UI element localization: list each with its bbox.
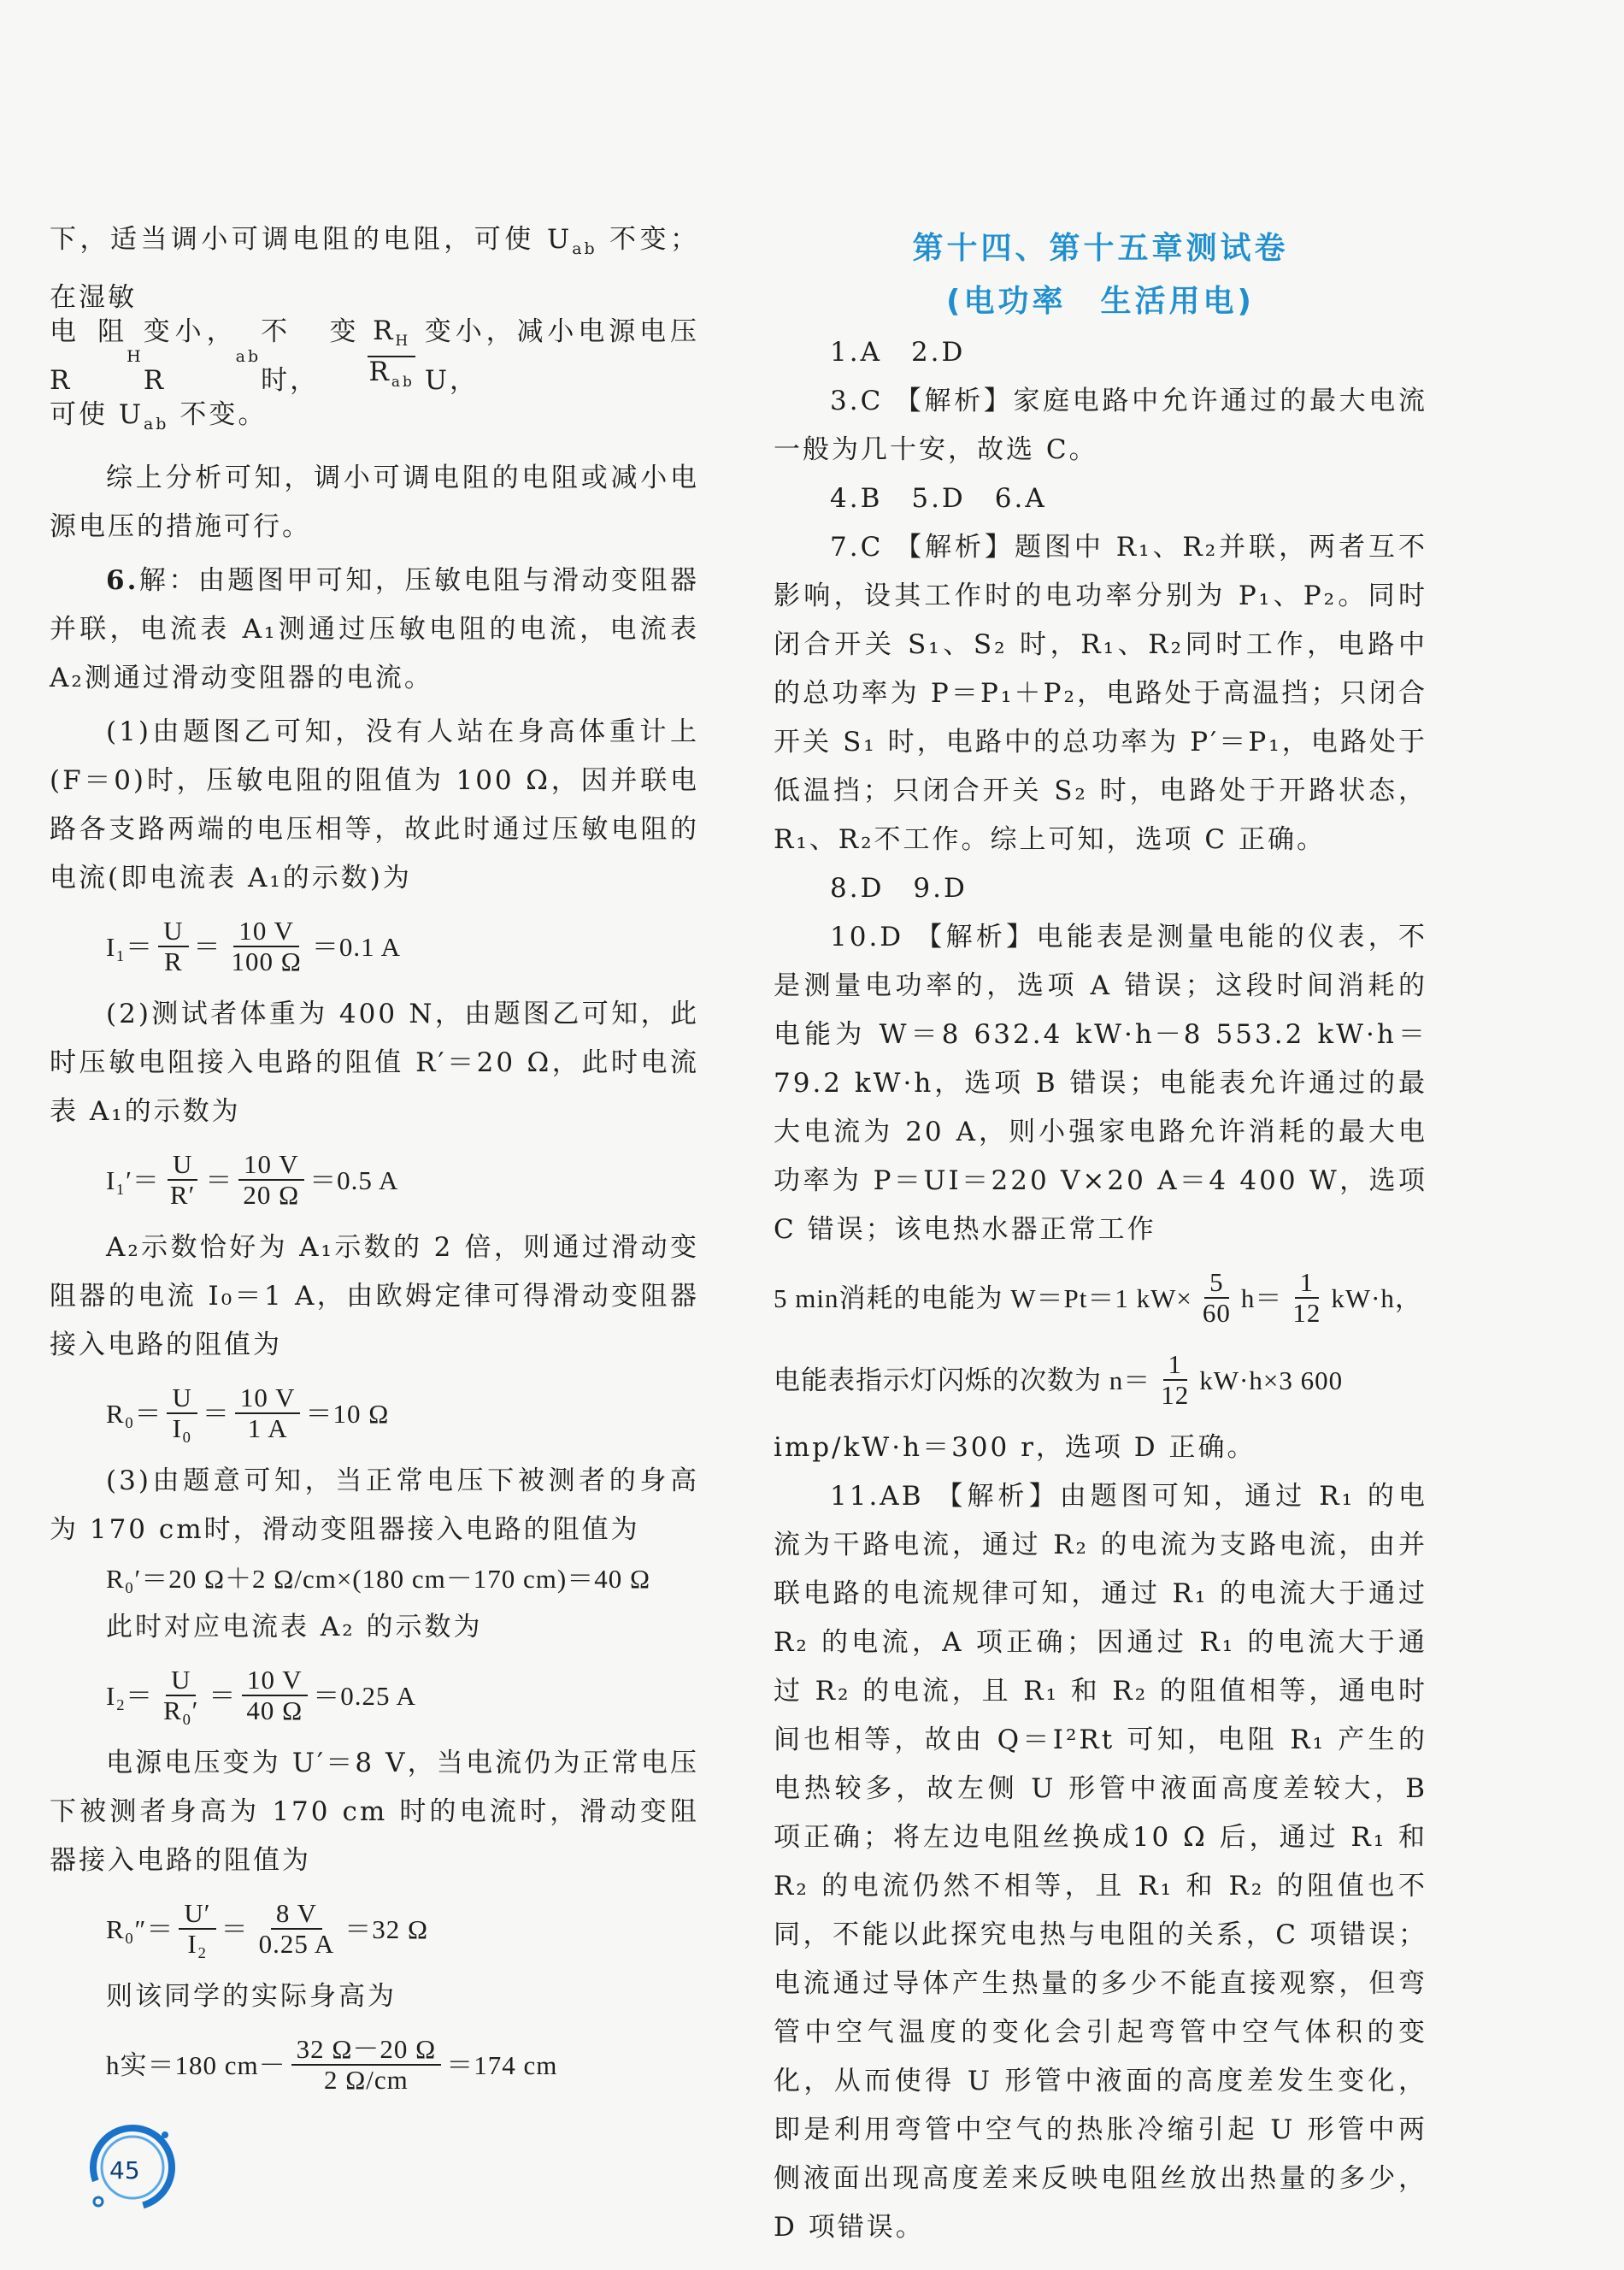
formula-r0-prime: R₀′＝20 Ω＋2 Ω/cm×(180 cm－170 cm)＝40 Ω — [106, 1564, 650, 1595]
paragraph-line-1: 下，适当调小可调电阻的电阻，可使 $U_{ab}$ 不变；在湿敏 — [50, 224, 699, 314]
formula-r0-double-prime: R₀″＝ $\frac{U'}{\text{I₂}}$ ＝ $\frac{8 V}{0.25 A}$ ＝32 Ω — [106, 1898, 429, 1960]
paragraph-line-2: 电阻 R H 变小，R ab 不变时， $\frac{R_H}{R_{ab}}$ 变小，减小电源电压 U， — [50, 315, 699, 397]
answer-10: 10.D 【解析】电能表是测量电能的仪表，不是测量电功率的，选项 A 错误；这段时间消耗的电能为 W＝8 632.4 kW·h－8 553.2 kW·h＝79.2 kW·h，选项 B 错误；电能表允许通过的最大电流为 20 A，则小强家电路允许消耗的最大电功率为 P＝UI＝220 V×20 A＝4 400 W，选项 C 错误；该电热水器正常工作 — [774, 922, 1427, 1245]
answer-3: 3.C 【解析】家庭电路中允许通过的最大电流一般为几十安，故选 C。 — [774, 386, 1427, 465]
formula-i2: I₂＝ $\frac{U}{\text{R₀′}}$ ＝ $\frac{10 V}{40 \Omega}$ ＝0.25 A — [106, 1665, 416, 1726]
solution-6-intro: 6.解：由题图甲可知，压敏电阻与滑动变阻器并联，电流表 A₁测通过压敏电阻的电流，电流表 A₂测通过滑动变阻器的电流。 — [50, 565, 699, 694]
formula-i1-prime: I₁′＝ $\frac{U}{R'}$ ＝ $\frac{10 V}{20 \Omega}$ ＝0.5 A — [106, 1149, 399, 1211]
solution-part-1: (1)由题图乙可知，没有人站在身高体重计上(F＝0)时，压敏电阻的阻值为 100 Ω，因并联电路各支路两端的电压相等，故此时通过压敏电阻的电流(即电流表 A₁的示数)为 — [50, 716, 699, 894]
paragraph-line-3: 可使 $U_{ab}$ 不变。 — [50, 399, 268, 434]
solution-part-3d: 则该同学的实际身高为 — [106, 1981, 397, 2013]
answer-10-formula-2: 电能表指示灯闪烁的次数为 n＝ $\frac{1}{12}$ kW·h×3 600 — [774, 1349, 1344, 1410]
solution-part-2: (2)测试者体重为 400 N，由题图乙可知，此时压敏电阻接入电路的阻值 R′＝20 Ω，此时电流表 A₁的示数为 — [50, 999, 699, 1128]
summary-paragraph: 综上分析可知，调小可调电阻的电阻或减小电源电压的措施可行。 — [50, 463, 699, 543]
solution-part-3: (3)由题意可知，当正常电压下被测者的身高为 170 cm时，滑动变阻器接入电路的阻值为 — [50, 1465, 699, 1546]
left-column — [50, 215, 699, 2108]
section-subtitle: (电功率 生活用电) — [946, 284, 1255, 319]
formula-r0: R₀＝ $\frac{U}{\text{I₀}}$ ＝ $\frac{10 V}{1 A}$ ＝10 Ω — [106, 1383, 390, 1444]
page-number: 45 — [109, 2156, 140, 2185]
formula-height: h实＝180 cm－ $\frac{32 \Omega-20 \Omega}{2 \Omega/cm}$ ＝174 cm — [106, 2034, 558, 2096]
answer-11: 11.AB 【解析】由题图可知，通过 R₁ 的电流为干路电流，通过 R₂ 的电流为支路电流，由并联电路的电流规律可知，通过 R₁ 的电流大于通过 R₂ 的电流，A 项正确；因通过 R₁ 的电流大于通过 R₂ 的电流，且 R₁ 和 R₂ 的阻值相等，通电时间也相等，故由 Q＝I²Rt 可知，电阻 R₁ 产生的电热较多，故左侧 U 形管中液面高度差较大，B 项正确；将左边电阻丝换成10 Ω 后，通过 R₁ 和 R₂ 的电流仍然不相等，且 R₁ 和 R₂ 的阻值也不同，不能以此探究电热与电阻的关系，C 项错误；电流通过导体产生热量的多少不能直接观察，但弯管中空气温度的变化会引起弯管中空气体积的变化，从而使得 U 形管中液面的高度差发生变化，即是利用弯管中空气的热胀冷缩引起 U 形管中两侧液面出现高度差来反映电阻丝放出热量的多少，D 项错误。 — [774, 1481, 1427, 2243]
solution-part-3c: 电源电压变为 U′＝8 V，当电流仍为正常电压下被测者身高为 170 cm 时的电流时，滑动变阻器接入电路的阻值为 — [50, 1748, 699, 1877]
answer-4-6: 4.B 5.D 6.A — [830, 483, 1047, 514]
answer-8-9: 8.D 9.D — [830, 873, 968, 904]
right-column — [774, 222, 1427, 2252]
answer-10-end: imp/kW·h＝300 r，选项 D 正确。 — [774, 1432, 1256, 1463]
formula-i1: I₁＝ $\frac{U}{R}$ ＝ $\frac{10 V}{100 \Omega}$ ＝0.1 A — [106, 916, 402, 977]
answer-1-2: 1.A 2.D — [830, 337, 966, 368]
answer-10-formula-1: 5 min消耗的电能为 W＝Pt＝1 kW× $\frac{5}{60}$ h＝ $\frac{1}{12}$ kW·h， — [774, 1267, 1422, 1328]
fraction-rh-rab: $\frac{R_H}{R_{ab}}$ — [368, 315, 415, 392]
solution-part-2b: A₂示数恰好为 A₁示数的 2 倍，则通过滑动变阻器的电流 I₀＝1 A，由欧姆定律可得滑动变阻器接入电路的阻值为 — [50, 1232, 699, 1361]
solution-part-3b: 此时对应电流表 A₂ 的示数为 — [106, 1612, 483, 1643]
section-title: 第十四、第十五章测试卷 — [912, 231, 1289, 266]
answer-7: 7.C 【解析】题图中 R₁、R₂并联，两者互不影响，设其工作时的电功率分别为 P₁、P₂。同时闭合开关 S₁、S₂ 时，R₁、R₂同时工作，电路中的总功率为 P＝P₁＋P₂，电路处于高温挡；只闭合开关 S₁ 时，电路中的总功率为 P′＝P₁，电路处于低温挡；只闭合开关 S₂ 时，电路处于开路状态，R₁、R₂不工作。综上可知，选项 C 正确。 — [774, 532, 1427, 855]
